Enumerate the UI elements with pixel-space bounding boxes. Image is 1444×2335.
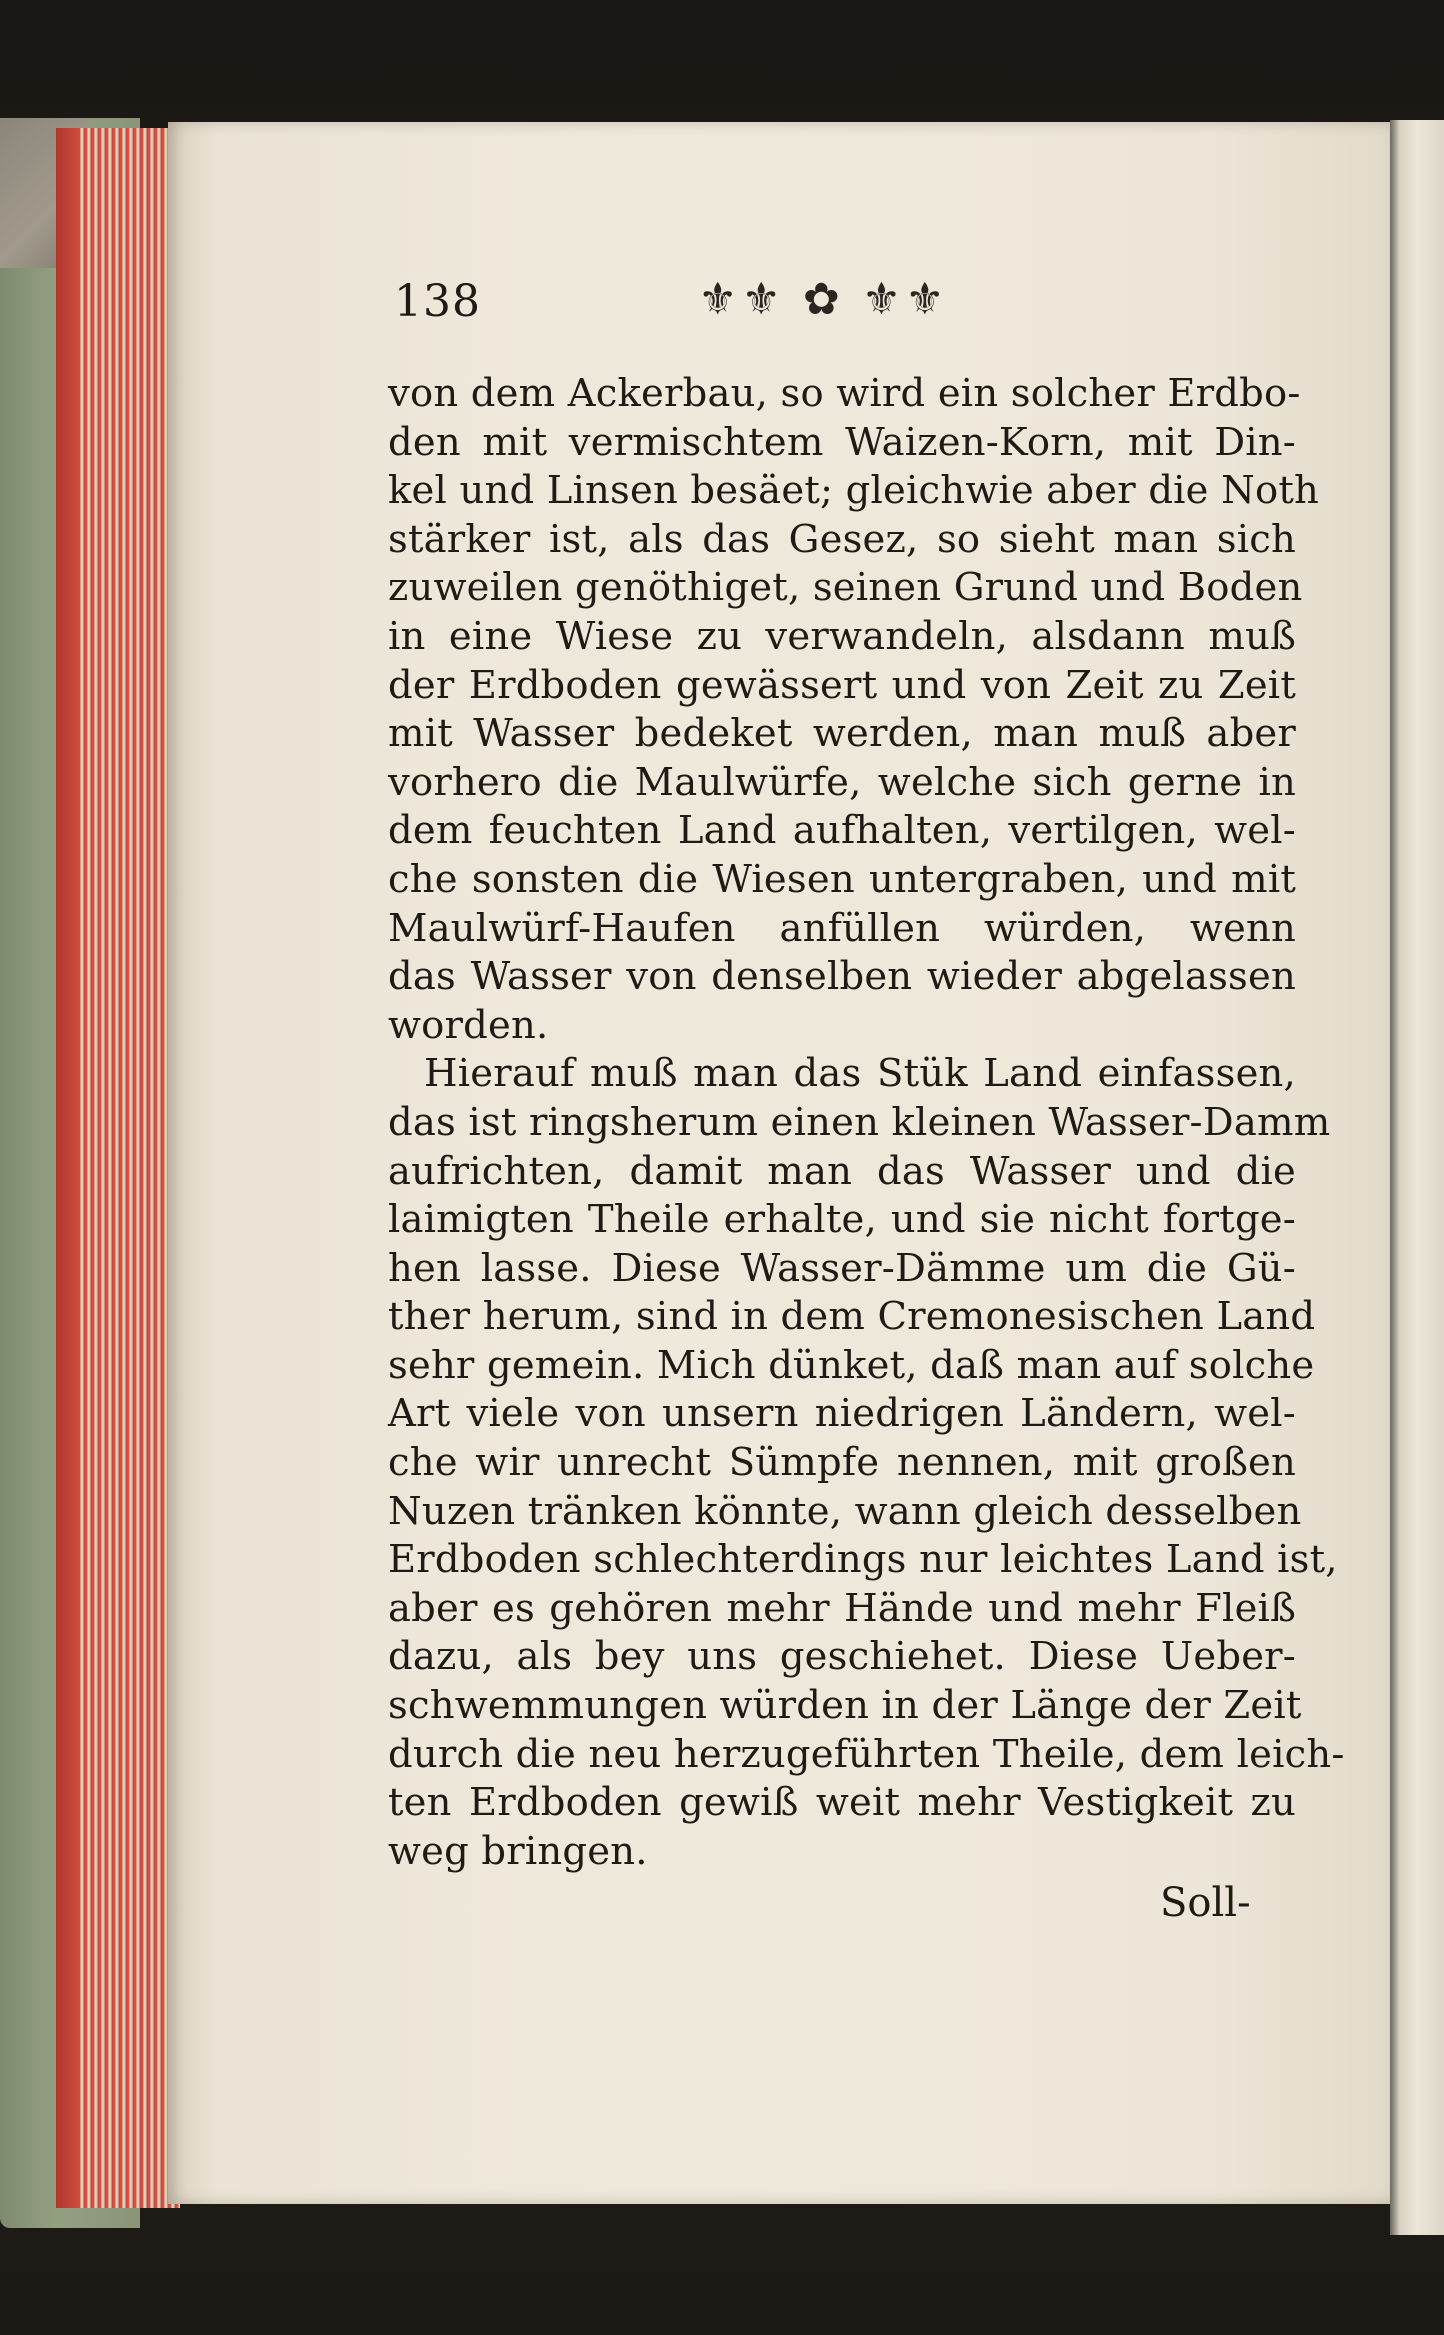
text-line: in eine Wiese zu verwandeln, alsdann muß <box>388 613 1296 659</box>
text-line: worden. <box>388 1002 549 1048</box>
text-line: aufrichten, damit man das Wasser und die <box>388 1148 1296 1194</box>
text-line: Art viele von unsern niedrigen Ländern, wel- <box>388 1391 1296 1437</box>
text-line: che sonsten die Wiesen untergraben, und mit <box>388 856 1296 902</box>
text-line: stärker ist, als das Gesez, so sieht man sich <box>388 516 1296 562</box>
text-line: vorhero die Maulwürfe, welche sich gerne in <box>388 759 1296 805</box>
text-line: mit Wasser bedeket werden, man muß aber <box>388 711 1296 757</box>
text-line: schwemmungen würden in der Länge der Zeit <box>388 1683 1302 1729</box>
facing-page-edge <box>1390 120 1444 2235</box>
header-ornament: ⚜⚜ ✿ ⚜⚜ <box>698 274 949 325</box>
page-number: 138 <box>394 276 481 327</box>
text-line: das ist ringsherum einen kleinen Wasser-Damm <box>388 1099 1331 1145</box>
text-line: sehr gemein. Mich dünket, daß man auf solche <box>388 1342 1315 1388</box>
catchword: Soll- <box>1160 1880 1251 1926</box>
text-line: laimigten Theile erhalte, und sie nicht fortge- <box>388 1197 1296 1243</box>
text-line: kel und Linsen besäet; gleichwie aber die Noth <box>388 468 1320 514</box>
text-line: Nuzen tränken könnte, wann gleich desselben <box>388 1488 1302 1534</box>
text-line: das Wasser von denselben wieder abgelassen <box>388 954 1296 1000</box>
text-line: che wir unrecht Sümpfe nennen, mit großen <box>388 1440 1296 1486</box>
text-line: durch die neu herzugeführten Theile, dem leich- <box>388 1731 1345 1777</box>
text-line: Hierauf muß man das Stük Land einfassen, <box>424 1051 1296 1097</box>
text-line: den mit vermischtem Waizen-Korn, mit Din- <box>388 419 1296 465</box>
text-line: Erdboden schlechterdings nur leichtes Land ist, <box>388 1537 1338 1583</box>
text-line: zuweilen genöthiget, seinen Grund und Boden <box>388 565 1303 611</box>
text-line: der Erdboden gewässert und von Zeit zu Zeit <box>388 662 1296 708</box>
text-line: weg bringen. <box>388 1828 648 1874</box>
text-line: hen lasse. Diese Wasser-Dämme um die Gü- <box>388 1245 1296 1291</box>
text-line: dem feuchten Land aufhalten, vertilgen, wel- <box>388 808 1296 854</box>
red-page-edges <box>56 128 180 2208</box>
text-line: von dem Ackerbau, so wird ein solcher Erdbo- <box>388 371 1301 416</box>
text-line: aber es gehören mehr Hände und mehr Fleiß <box>388 1585 1296 1631</box>
body-text <box>388 370 1345 1876</box>
text-line: Maulwürf-Haufen anfüllen würden, wenn <box>388 905 1296 951</box>
text-line: ther herum, sind in dem Cremonesischen Land <box>388 1294 1316 1340</box>
text-line: dazu, als bey uns geschiehet. Diese Ueber- <box>388 1634 1296 1680</box>
page-header <box>390 270 1050 340</box>
text-line: ten Erdboden gewiß weit mehr Vestigkeit zu <box>388 1780 1296 1826</box>
